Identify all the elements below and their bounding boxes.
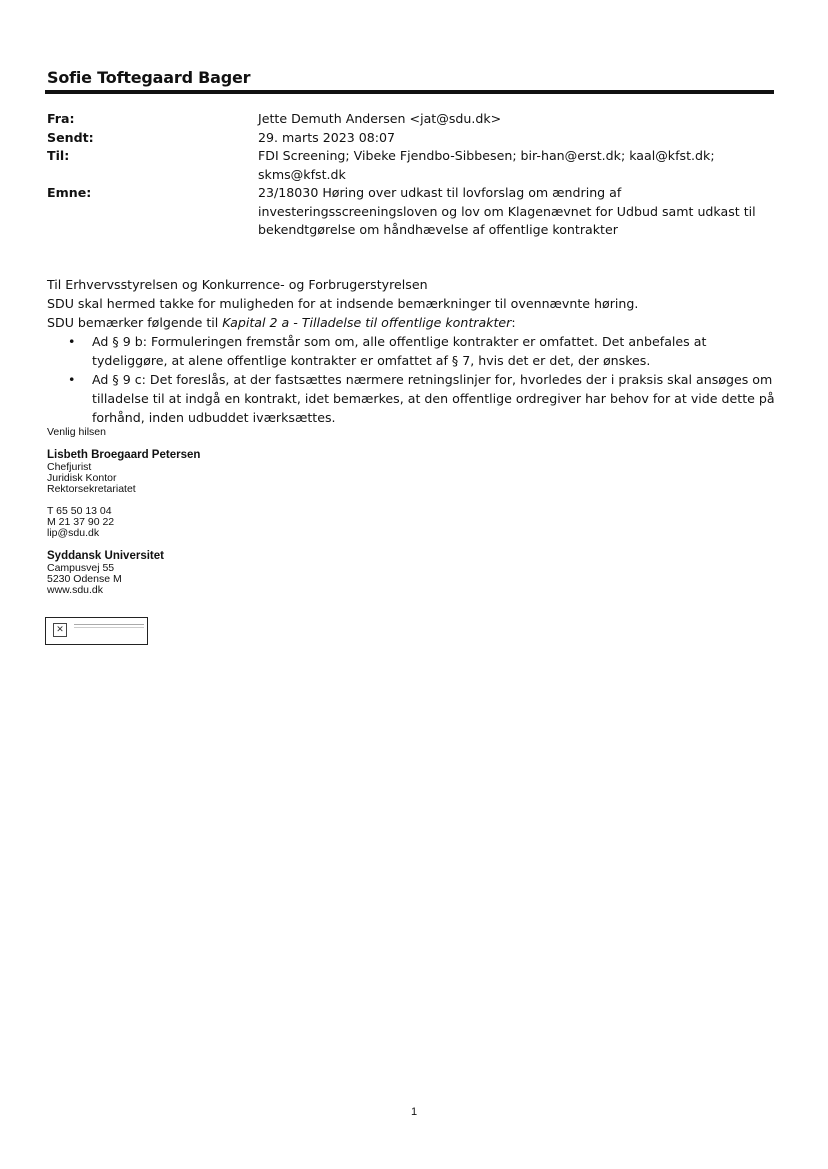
bullet-icon: • bbox=[68, 372, 76, 387]
subject-label: Emne: bbox=[47, 185, 92, 200]
intro-prefix: SDU bemærker følgende til bbox=[47, 315, 223, 330]
list-item bbox=[68, 370, 777, 427]
document-owner-name: Sofie Toftegaard Bager bbox=[47, 68, 251, 87]
signature-name: Lisbeth Broegaard Petersen bbox=[47, 449, 201, 461]
signature-greeting: Venlig hilsen bbox=[47, 426, 106, 438]
placeholder-caption-lines bbox=[74, 624, 144, 625]
intro-paragraph bbox=[47, 313, 777, 332]
subject-value: 23/18030 Høring over udkast til lovforslag om ændring af investeringsscreeningsloven og lov om Klagenævnet for Udbud samt udkast til bekendtgørelse om håndhævelse af offentlige kontrakter bbox=[258, 185, 756, 237]
broken-image-icon: ✕ bbox=[53, 623, 67, 637]
sent-value: 29. marts 2023 08:07 bbox=[258, 129, 396, 145]
to-label: Til: bbox=[47, 148, 70, 163]
remarks-list bbox=[47, 332, 777, 427]
remark-text: Ad § 9 c: Det foreslås, at der fastsættes nærmere retningslinjer for, hvorledes der i praksis skal ansøges om tilladelse til at indgå en kontrakt, idet bemærkes, at den offentlige ordregiver har behov for at vide dette på forhånd, inden udbuddet iværksættes. bbox=[92, 372, 775, 425]
to-value: FDI Screening; Vibeke Fjendbo-Sibbesen; bir-han@erst.dk; kaal@kfst.dk; skms@kfst.dk bbox=[258, 148, 715, 182]
header-rule bbox=[45, 90, 774, 94]
signature-street: Campusvej 55 bbox=[47, 562, 115, 574]
page-number: 1 bbox=[410, 1106, 418, 1118]
signature-mobile: M 21 37 90 22 bbox=[47, 516, 115, 528]
signature-website: www.sdu.dk bbox=[47, 584, 104, 596]
email-signature bbox=[47, 427, 200, 596]
thanks-paragraph: SDU skal hermed takke for muligheden for at indsende bemærkninger til ovennævnte høring. bbox=[47, 296, 639, 311]
bullet-icon: • bbox=[68, 334, 76, 349]
intro-chapter-title: Kapital 2 a - Tilladelse til offentlige kontrakter bbox=[222, 315, 512, 330]
list-item bbox=[68, 332, 777, 370]
from-row bbox=[47, 110, 767, 129]
signature-email: lip@sdu.dk bbox=[47, 527, 100, 539]
signature-phone: T 65 50 13 04 bbox=[47, 505, 112, 517]
signature-city: 5230 Odense M bbox=[47, 573, 122, 585]
signature-title: Chefjurist bbox=[47, 461, 92, 473]
intro-suffix: : bbox=[511, 315, 516, 330]
signature-unit: Rektorsekretariatet bbox=[47, 483, 136, 495]
from-value: Jette Demuth Andersen <jat@sdu.dk> bbox=[258, 111, 502, 126]
email-header-block bbox=[47, 110, 767, 240]
signature-organization: Syddansk Universitet bbox=[47, 550, 164, 562]
sent-label: Sendt: bbox=[47, 129, 94, 145]
from-label: Fra: bbox=[47, 111, 75, 126]
remark-text: Ad § 9 b: Formuleringen fremstår som om, alle offentlige kontrakter er omfattet. Det anbefales at tydeliggøre, at alene offentlige kontrakter er omfattet af § 7, hvis det er det, der ønskes. bbox=[92, 334, 707, 368]
sent-row bbox=[47, 129, 767, 148]
missing-image-frame bbox=[45, 617, 148, 645]
subject-row bbox=[47, 184, 767, 240]
salutation: Til Erhvervsstyrelsen og Konkurrence- og Forbrugerstyrelsen bbox=[47, 277, 428, 292]
signature-department: Juridisk Kontor bbox=[47, 472, 117, 484]
email-body bbox=[47, 275, 777, 427]
to-row bbox=[47, 147, 767, 184]
